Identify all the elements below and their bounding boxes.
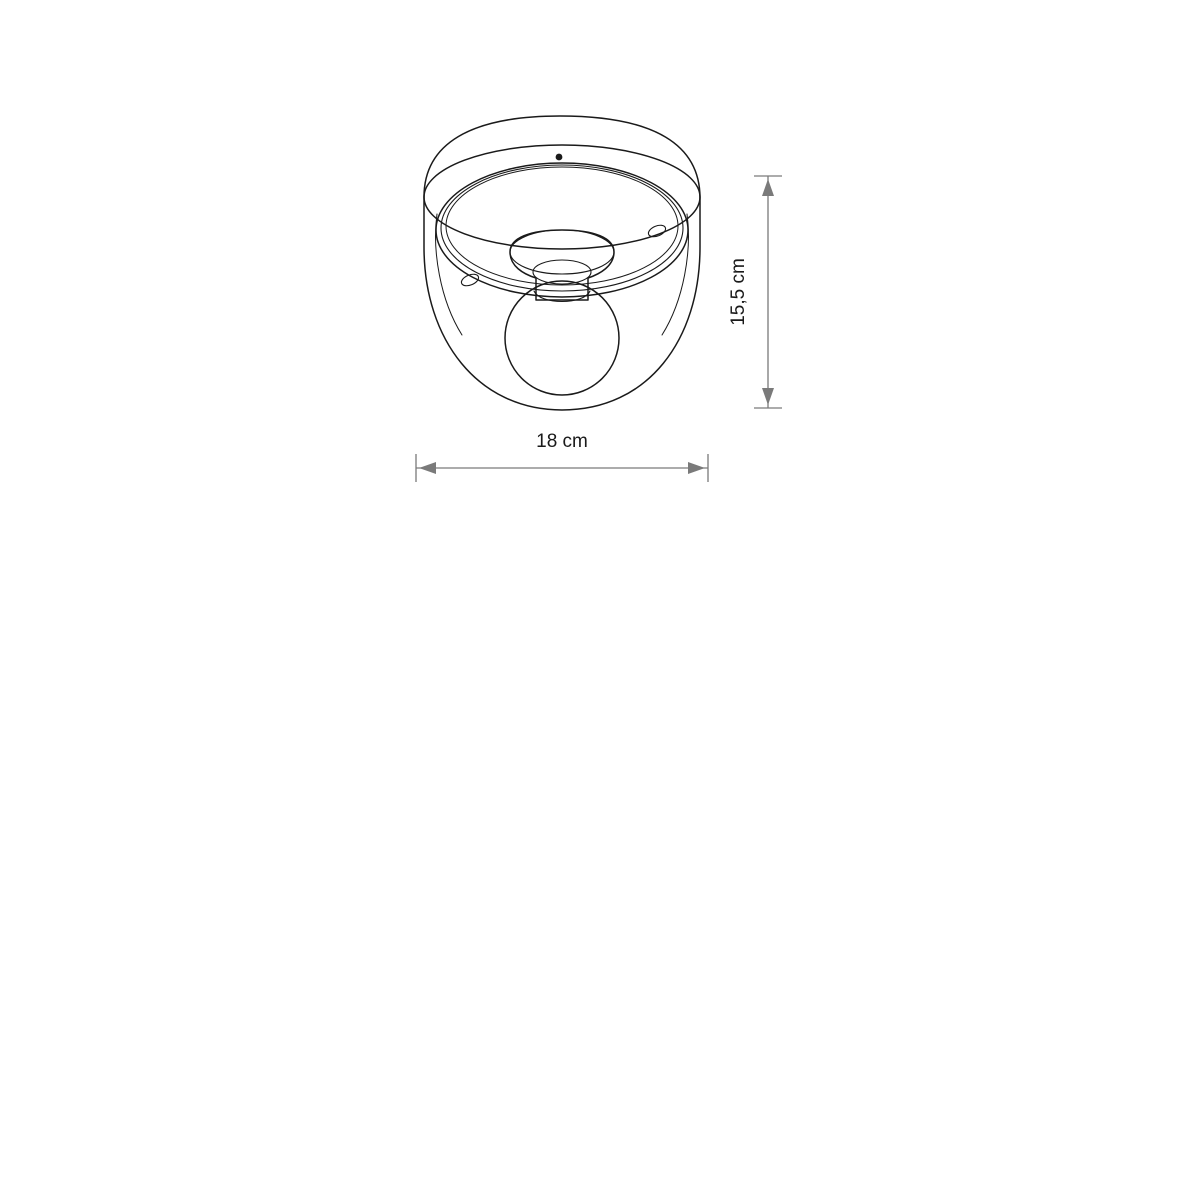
height-dimension-group	[728, 176, 782, 408]
dome-right-seam-arc	[662, 214, 688, 335]
top-rim-ellipse	[424, 145, 700, 249]
diffuser-mid-ellipse	[441, 165, 683, 291]
width-dimension-label: 18 cm	[536, 431, 588, 452]
width-arrowhead-right	[688, 462, 705, 474]
dome-left-seam-arc	[436, 214, 462, 335]
height-arrowhead-bottom	[762, 388, 774, 405]
diffuser-inner-ellipse	[446, 167, 678, 285]
bulb-socket	[510, 230, 614, 300]
height-dimension-label: 15,5 cm	[728, 258, 749, 326]
top-screw-dot	[556, 154, 563, 161]
socket-top-ellipse	[510, 230, 614, 274]
width-dimension-group	[416, 431, 708, 482]
lamp-body-group	[424, 116, 700, 410]
width-arrowhead-left	[419, 462, 436, 474]
bulb-glass	[505, 281, 619, 395]
height-arrowhead-top	[762, 179, 774, 196]
